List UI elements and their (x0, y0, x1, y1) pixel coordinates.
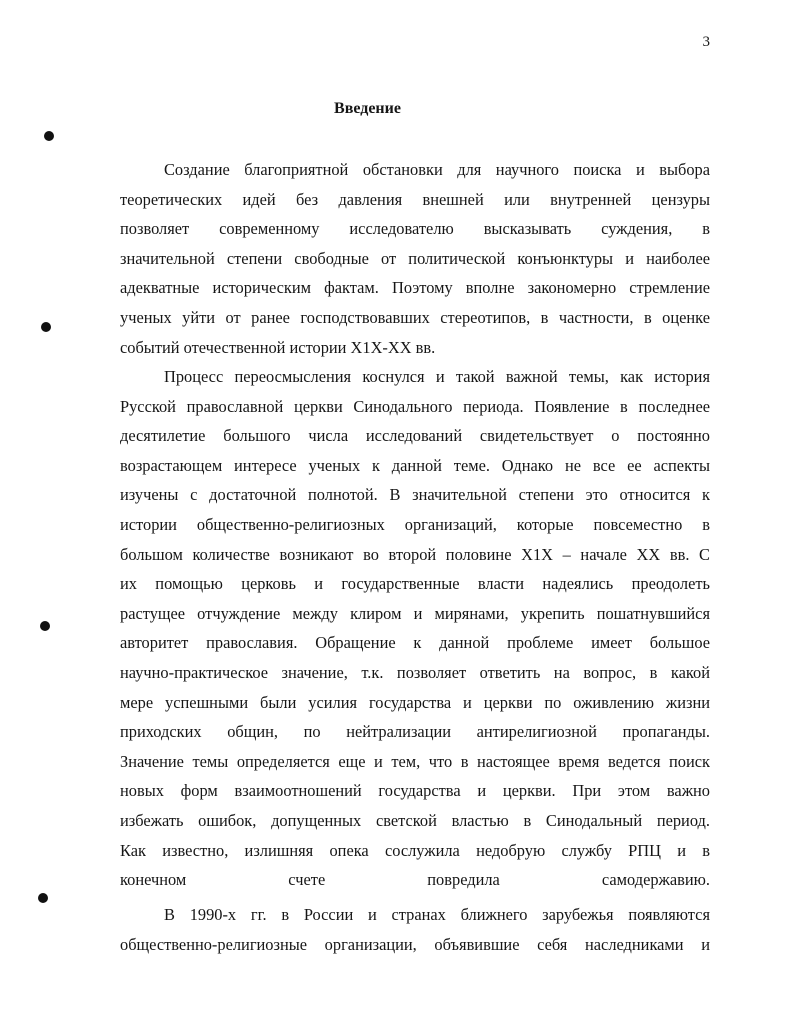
text-line: истории общественно-религиозных организаций, которые повсеместно в (120, 514, 710, 534)
paragraph-1 (120, 155, 710, 362)
text-line: теоретических идей без давления внешней или внутренней цензуры (120, 189, 710, 209)
page-number: 3 (702, 34, 710, 50)
paragraph-2 (120, 362, 710, 954)
text-line: значительной степени свободные от политической конъюнктуры и наиболее (120, 248, 710, 268)
text-line: их помощью церковь и государственные власти надеялись преодолеть (120, 574, 710, 594)
binding-hole-4 (38, 893, 48, 903)
heading: Введение (334, 100, 401, 117)
text-line: избежать ошибок, допущенных светской властью в Синодальный период. (120, 810, 710, 830)
text-line: позволяет современному исследователю высказывать суждения, в (120, 219, 710, 239)
text-line: Значение темы определяется еще и тем, что в настоящее время ведется поиск (120, 751, 710, 771)
text-line: большом количестве возникают во второй половине X1X – начале XX вв. С (120, 544, 710, 564)
text-line: Создание благоприятной обстановки для научного поиска и выбора (164, 160, 710, 179)
text-line: мере успешными были усилия государства и церкви по оживлению жизни (120, 692, 710, 712)
text-line: растущее отчуждение между клиром и мирянами, укрепить пошатнувшийся (120, 603, 710, 623)
binding-hole-1 (44, 131, 54, 141)
text-line: десятилетие большого числа исследований свидетельствует о постоянно (120, 426, 710, 446)
text-line: Как известно, излишняя опека сослужила недобрую службу РПЦ и в (120, 840, 710, 860)
text-line: ученых уйти от ранее господствовавших стереотипов, в частности, в оценке (120, 307, 710, 327)
text-line: адекватные историческим фактам. Поэтому вполне закономерно стремление (120, 278, 710, 298)
binding-hole-3 (40, 621, 50, 631)
text-line: конечном счете повредила самодержавию. (120, 870, 710, 890)
text-line: приходских общин, по нейтрализации антирелигиозной пропаганды. (120, 722, 710, 742)
text-line: новых форм взаимоотношений государства и церкви. При этом важно (120, 781, 710, 801)
text-line: авторитет православия. Обращение к данной проблеме имеет большое (120, 633, 710, 653)
text-line: В 1990-х гг. в России и странах ближнего зарубежья появляются (164, 905, 710, 924)
text-line: Процесс переосмысления коснулся и такой важной темы, как история (164, 367, 710, 386)
text-line: возрастающем интересе ученых к данной теме. Однако не все ее аспекты (120, 455, 710, 475)
text-line: научно-практическое значение, т.к. позволяет ответить на вопрос, в какой (120, 662, 710, 682)
text-line: изучены с достаточной полнотой. В значительной степени это относится к (120, 485, 710, 505)
text-line: Русской православной церкви Синодального периода. Появление в последнее (120, 396, 710, 416)
paragraph-3 (120, 900, 710, 959)
text-line: общественно-религиозные организации, объявившие себя наследниками и (120, 934, 710, 954)
text-line: событий отечественной истории X1X-XX вв. (120, 337, 436, 357)
binding-hole-2 (41, 322, 51, 332)
